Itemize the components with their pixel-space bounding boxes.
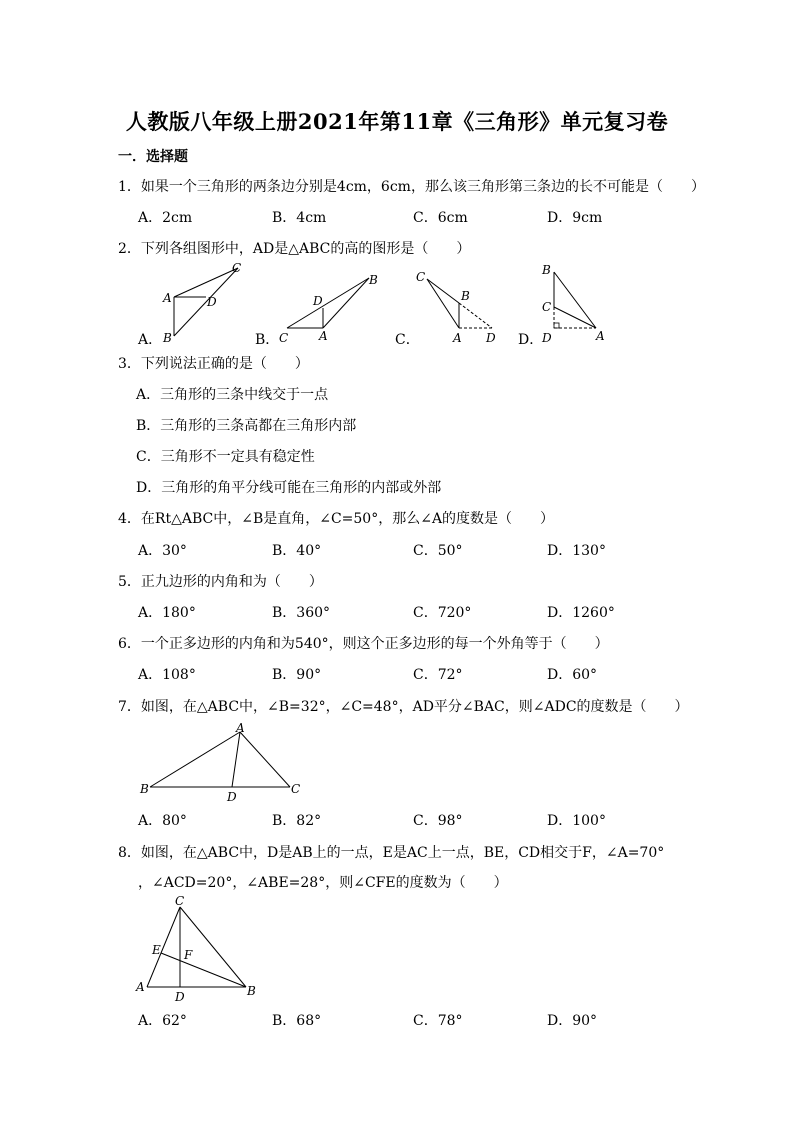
label-f: F	[184, 948, 193, 962]
question-2: 2．下列各组图形中，AD是△ABC的高的图形是（ ）	[118, 241, 471, 257]
figure-2a	[160, 258, 250, 343]
figure-8	[133, 893, 268, 1005]
label-b: B	[163, 331, 172, 345]
label-b: B	[140, 782, 149, 796]
option-b[interactable]: B．三角形的三条高都在三角形内部	[136, 418, 357, 434]
label-b: B	[461, 289, 470, 303]
question-7: 7．如图，在△ABC中，∠B=32°，∠C=48°，AD平分∠BAC，则∠ADC的度数是（ ）	[118, 699, 689, 715]
label-d: D	[207, 295, 217, 309]
label-a: A	[453, 331, 462, 345]
question-4: 4．在Rt△ABC中，∠B是直角，∠C=50°，那么∠A的度数是（ ）	[118, 511, 555, 527]
question-4-options	[138, 540, 698, 560]
option-a[interactable]: A．三角形的三条中线交于一点	[136, 387, 329, 403]
option-b[interactable]: B．90°	[272, 667, 322, 683]
option-d[interactable]: D．100°	[547, 813, 606, 829]
label-d: D	[542, 331, 552, 345]
option-c[interactable]: C．98°	[413, 813, 463, 829]
label-a: A	[596, 329, 605, 343]
question-8-line-1: 8．如图，在△ABC中，D是AB上的一点，E是AC上一点，BE，CD相交于F，∠A=70°	[118, 845, 665, 861]
option-b[interactable]: B．360°	[272, 605, 331, 621]
option-a[interactable]: A．30°	[138, 543, 187, 559]
label-c: C	[279, 331, 289, 345]
label-c: C	[416, 270, 426, 284]
option-a[interactable]: A．108°	[138, 667, 196, 683]
option-b[interactable]: B．4cm	[272, 210, 327, 226]
label-b: B	[542, 263, 551, 277]
option-d[interactable]: D．9cm	[547, 210, 603, 226]
option-c[interactable]: C．50°	[413, 543, 463, 559]
option-c[interactable]: C．72°	[413, 667, 463, 683]
option-b[interactable]: B．68°	[272, 1013, 322, 1029]
question-1: 1．如果一个三角形的两条边分别是4cm，6cm，那么该三角形第三条边的长不可能是（ ）	[118, 179, 705, 195]
option-c[interactable]: C．	[395, 332, 420, 348]
label-d: D	[313, 294, 323, 308]
label-d: D	[486, 331, 496, 345]
label-b: B	[247, 984, 256, 998]
label-c: C	[232, 261, 242, 275]
label-d: D	[227, 790, 237, 804]
question-1-options	[138, 207, 698, 227]
question-8-options	[138, 1010, 698, 1030]
option-b[interactable]: B．40°	[272, 543, 322, 559]
question-5-options	[138, 602, 698, 622]
label-a: A	[163, 291, 172, 305]
figure-7	[138, 720, 308, 805]
label-a: A	[319, 329, 328, 343]
question-3: 3．下列说法正确的是（ ）	[118, 356, 309, 372]
option-a[interactable]: A．180°	[138, 605, 196, 621]
option-c[interactable]: C．6cm	[413, 210, 468, 226]
question-5: 5．正九边形的内角和为（ ）	[118, 574, 323, 590]
question-7-options	[138, 810, 698, 830]
option-d[interactable]: D．130°	[547, 543, 606, 559]
figure-2d	[538, 260, 613, 344]
label-e: E	[152, 943, 161, 957]
figure-2c	[412, 266, 512, 344]
option-a[interactable]: A．	[138, 332, 163, 348]
option-d[interactable]: D．90°	[547, 1013, 598, 1029]
label-a: A	[236, 721, 245, 735]
label-c: C	[291, 782, 301, 796]
label-c: C	[175, 894, 185, 908]
option-a[interactable]: A．62°	[138, 1013, 187, 1029]
option-b[interactable]: B．	[255, 332, 280, 348]
option-c[interactable]: C．78°	[413, 1013, 463, 1029]
label-d: D	[175, 990, 185, 1004]
label-b: B	[369, 273, 378, 287]
option-a[interactable]: A．2cm	[138, 210, 193, 226]
section-heading: 一．选择题	[118, 149, 188, 165]
option-b[interactable]: B．82°	[272, 813, 322, 829]
question-6: 6．一个正多边形的内角和为540°，则这个正多边形的每一个外角等于（ ）	[118, 636, 609, 652]
option-d[interactable]: D．三角形的角平分线可能在三角形的内部或外部	[136, 480, 442, 496]
label-a: A	[136, 980, 145, 994]
option-d[interactable]: D．60°	[547, 667, 598, 683]
option-c[interactable]: C．三角形不一定具有稳定性	[136, 449, 315, 465]
option-a[interactable]: A．80°	[138, 813, 187, 829]
question-8-line-2: ，∠ACD=20°，∠ABE=28°，则∠CFE的度数为（ ）	[138, 875, 508, 891]
figure-2b	[275, 268, 385, 343]
question-6-options	[138, 664, 698, 684]
option-c[interactable]: C．720°	[413, 605, 472, 621]
option-d[interactable]: D．1260°	[547, 605, 615, 621]
label-c: C	[542, 300, 552, 314]
page-title: 人教版八年级上册2021年第11章《三角形》单元复习卷	[125, 109, 669, 134]
option-d[interactable]: D．	[518, 332, 544, 348]
